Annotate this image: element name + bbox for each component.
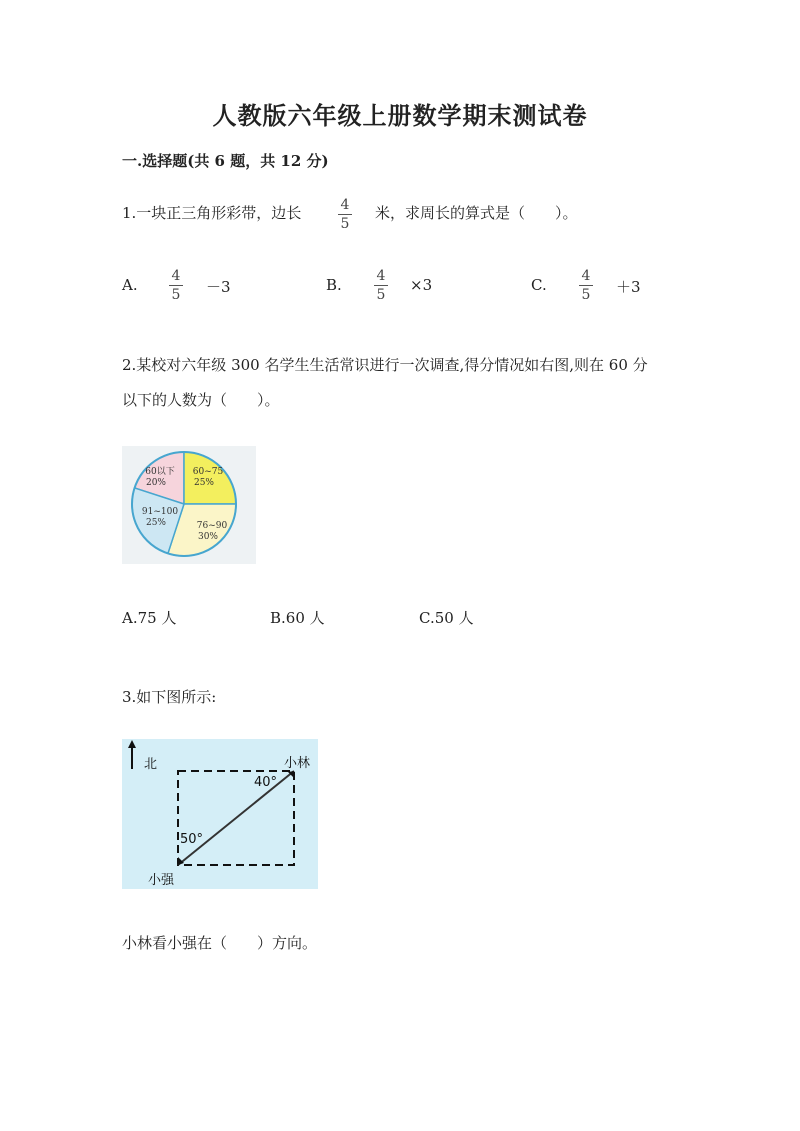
q1-option-b-operation: ×3	[410, 276, 433, 294]
q3-text: 3.如下图所示:	[122, 688, 217, 706]
fraction-denominator: 5	[376, 287, 386, 303]
q1-option-c-label[interactable]: C.	[531, 276, 547, 294]
fraction-denominator: 5	[581, 287, 591, 303]
pie-chart-figure	[122, 446, 256, 564]
pie-slice-label: 76~90	[196, 521, 228, 531]
fraction-denominator: 5	[171, 287, 181, 303]
q2-text-line2: 以下的人数为（ ）。	[122, 391, 280, 409]
pie-slice-percent: 20%	[145, 478, 167, 488]
q2-option-a[interactable]: A.75 人	[122, 609, 177, 627]
q1-option-a-fraction	[168, 268, 184, 303]
pie-slice-percent: 25%	[145, 518, 167, 528]
q3-question: 小林看小强在（ ）方向。	[122, 934, 318, 952]
pie-slice-label: 91~100	[141, 507, 179, 517]
q2-option-c[interactable]: C.50 人	[419, 609, 474, 627]
fraction-numerator: 4	[376, 268, 386, 284]
q1-option-b-fraction	[373, 268, 389, 303]
fraction-bar	[169, 285, 183, 286]
fraction-numerator: 4	[340, 197, 350, 213]
angle-40-label: 40°	[254, 775, 278, 790]
xiaolin-label: 小林	[284, 756, 311, 771]
direction-diagram	[122, 739, 318, 889]
fraction-bar	[374, 285, 388, 286]
q1-option-b-label[interactable]: B.	[326, 276, 342, 294]
q1-prefix: 1.一块正三角形彩带，边长	[122, 204, 302, 222]
q1-option-c-fraction	[578, 268, 594, 303]
xiaoqiang-label: 小强	[148, 873, 175, 888]
fraction-bar	[579, 285, 593, 286]
section-heading: 一.选择题(共 6 题，共 12 分)	[122, 152, 329, 170]
q1-option-a-label[interactable]: A.	[122, 276, 138, 294]
q2-option-b[interactable]: B.60 人	[270, 609, 325, 627]
north-label: 北	[144, 757, 158, 772]
q1-fraction	[337, 197, 353, 232]
q2-text-line1: 2.某校对六年级 300 名学生生活常识进行一次调查,得分情况如右图,则在 60 分	[122, 356, 648, 374]
fraction-numerator: 4	[581, 268, 591, 284]
pie-slice-label: 60以下	[145, 467, 175, 477]
fraction-bar	[338, 214, 352, 215]
q1-option-c-operation: ＋3	[616, 278, 641, 296]
q1-option-a-operation: －3	[206, 278, 231, 296]
pie-chart	[122, 446, 256, 564]
page-title: 人教版六年级上册数学期末测试卷	[212, 101, 588, 130]
direction-diagram-svg	[122, 739, 318, 889]
fraction-denominator: 5	[340, 216, 350, 232]
fraction-numerator: 4	[171, 268, 181, 284]
pie-slice-percent: 30%	[197, 532, 219, 542]
q1-suffix: 米，求周长的算式是（ ）。	[375, 204, 578, 222]
north-arrow-icon	[128, 740, 136, 748]
pie-slice-percent: 25%	[193, 478, 215, 488]
pie-slice-label: 60~75	[192, 467, 224, 477]
angle-50-label: 50°	[180, 832, 204, 847]
